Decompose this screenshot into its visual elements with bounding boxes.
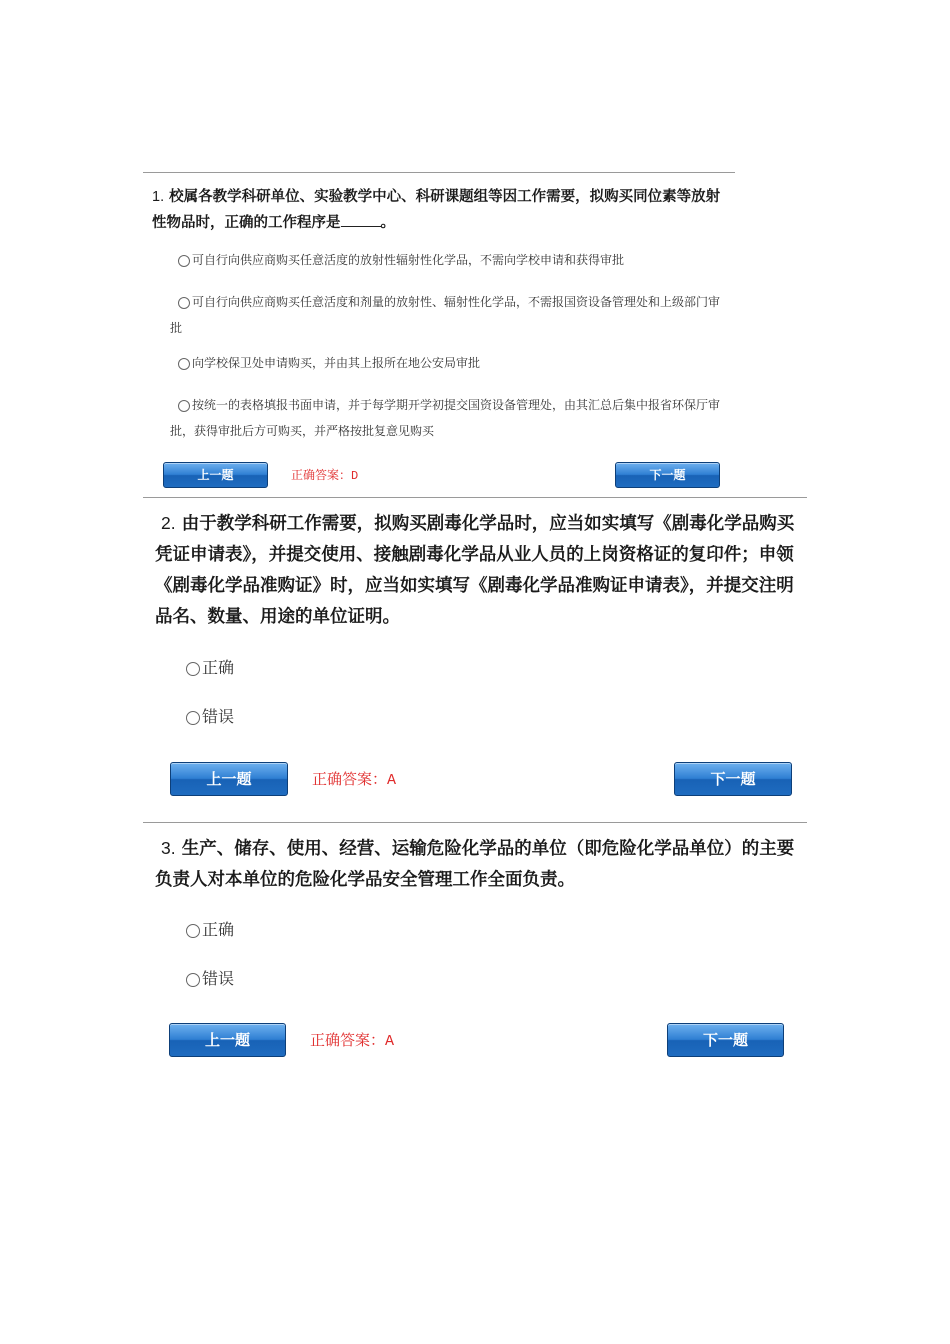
question-1-next-button[interactable]: 下一题 (615, 462, 720, 488)
question-1-prev-button[interactable]: 上一题 (163, 462, 268, 488)
question-2-option-a[interactable]: 正确 (186, 657, 234, 679)
question-3-option-b[interactable]: 错误 (186, 968, 234, 990)
question-1-option-d[interactable]: 按统一的表格填报书面申请，并于每学期开学初提交国资设备管理处，由其汇总后集中报省环保厅审批，获得审批后方可购买，并严格按批复意见购买 (170, 398, 721, 438)
radio-icon[interactable] (178, 400, 190, 412)
question-3-correct-answer: 正确答案：A (310, 1031, 395, 1050)
question-3-text: 生产、储存、使用、经营、运输危险化学品的单位（即危险化学品单位）的主要负责人对本单位的危险化学品安全管理工作全面负责。 (155, 839, 795, 890)
radio-icon[interactable] (186, 973, 200, 987)
question-1-correct-answer: 正确答案：D (291, 468, 359, 483)
question-1-text: 校属各教学科研单位、实验教学中心、科研课题组等因工作需要，拟购买同位素等放射性物品时，正确的工作程序是 (152, 189, 721, 231)
question-3-prev-button[interactable]: 上一题 (169, 1023, 286, 1057)
question-2-next-button[interactable]: 下一题 (674, 762, 792, 796)
question-2-option-b[interactable]: 错误 (186, 706, 234, 728)
question-2-correct-answer: 正确答案：A (312, 770, 397, 789)
question-1-title: 1. 校属各教学科研单位、实验教学中心、科研课题组等因工作需要，拟购买同位素等放射性物品时，正确的工作程序是 。 (152, 189, 721, 231)
question-2-number: 2. (161, 513, 176, 533)
question-2-text: 由于教学科研工作需要，拟购买剧毒化学品时，应当如实填写《剧毒化学品购买凭证申请表》，并提交使用、接触剧毒化学品从业人员的上岗资格证的复印件；申领《剧毒化学品准购证》时，应当如实填写《剧毒化学品准购证申请表》，并提交注明品名、数量、用途的单位证明。 (155, 514, 795, 627)
question-1-option-c[interactable]: 向学校保卫处申请购买，并由其上报所在地公安局审批 (178, 354, 718, 372)
radio-icon[interactable] (186, 924, 200, 938)
divider-q3 (143, 822, 807, 823)
question-1-number: 1. (152, 189, 165, 205)
question-1-option-b[interactable]: 可自行向供应商购买任意活度和剂量的放射性、辐射性化学品，不需报国资设备管理处和上级部门审批 (170, 295, 721, 335)
answer-blank (341, 226, 381, 227)
question-1-option-a[interactable]: 可自行向供应商购买任意活度的放射性辐射性化学品，不需向学校申请和获得审批 (178, 251, 718, 269)
question-2-prev-button[interactable]: 上一题 (170, 762, 288, 796)
question-3-number: 3. (161, 838, 176, 858)
divider-q2 (143, 497, 807, 498)
radio-icon[interactable] (178, 255, 190, 267)
radio-icon[interactable] (178, 297, 190, 309)
question-2-title (155, 508, 795, 633)
radio-icon[interactable] (178, 358, 190, 370)
question-3-next-button[interactable]: 下一题 (667, 1023, 784, 1057)
question-3-title (155, 833, 795, 896)
radio-icon[interactable] (186, 662, 200, 676)
question-3-option-a[interactable]: 正确 (186, 919, 234, 941)
divider-top (143, 172, 735, 173)
radio-icon[interactable] (186, 711, 200, 725)
